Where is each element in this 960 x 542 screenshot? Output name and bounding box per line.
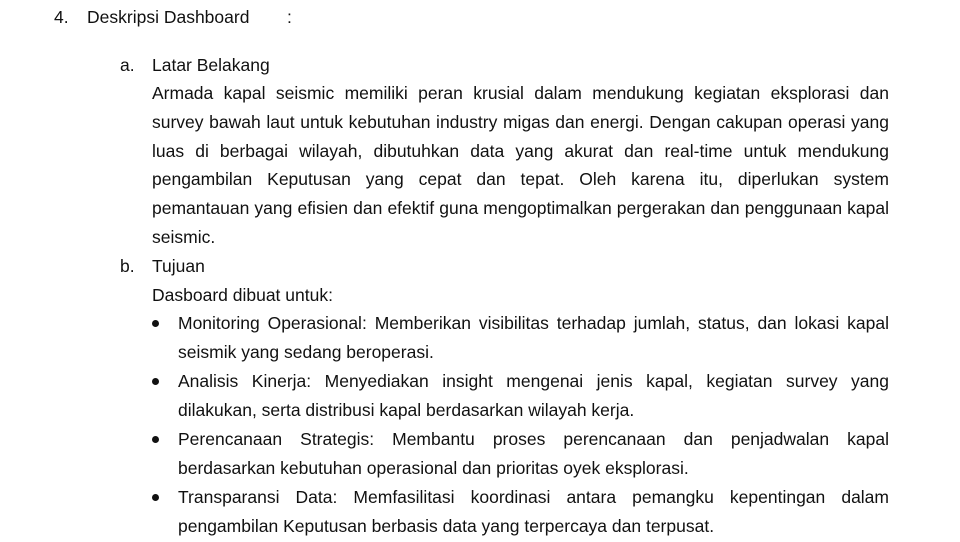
- bullet-item: [152, 367, 889, 425]
- section-title: Deskripsi Dashboard: [87, 7, 250, 27]
- tujuan-intro: Dasboard dibuat untuk:: [152, 285, 333, 305]
- tujuan-bullet-list: [152, 309, 889, 541]
- section-colon: :: [287, 7, 292, 27]
- bullet-item: [152, 483, 889, 541]
- subsection-a-title: Latar Belakang: [152, 55, 270, 75]
- bullet-icon: [152, 494, 159, 501]
- section-number: 4.: [54, 7, 69, 27]
- bullet-text: Perencanaan Strategis: Membantu proses perencanaan dan penjadwalan kapal berdasarkan kebutuhan operasional dan prioritas oyek eksplorasi.: [178, 429, 889, 478]
- bullet-item: [152, 425, 889, 483]
- subsection-b-label: b.: [120, 256, 135, 276]
- bullet-icon: [152, 436, 159, 443]
- latar-belakang-paragraph: Armada kapal seismic memiliki peran krusial dalam mendukung kegiatan eksplorasi dan survey bawah laut untuk kebutuhan industry migas dan energi. Dengan cakupan operasi yang luas di berbagai wilayah, dibutuhkan data yang akurat dan real-time untuk mendukung pengambilan Keputusan yang cepat dan tepat. Oleh karena itu, diperlukan system pemantauan yang efisien dan efektif guna mengoptimalkan pergerakan dan penggunaan kapal seismic.: [152, 83, 889, 247]
- bullet-icon: [152, 320, 159, 327]
- bullet-icon: [152, 378, 159, 385]
- subsection-a-label: a.: [120, 55, 135, 75]
- section-heading: [54, 7, 292, 28]
- bullet-text: Transparansi Data: Memfasilitasi koordinasi antara pemangku kepentingan dalam pengambilan Keputusan berbasis data yang terpercaya dan terpusat.: [178, 487, 889, 536]
- bullet-text: Analisis Kinerja: Menyediakan insight mengenai jenis kapal, kegiatan survey yang dilakukan, serta distribusi kapal berdasarkan wilayah kerja.: [178, 371, 889, 420]
- bullet-text: Monitoring Operasional: Memberikan visibilitas terhadap jumlah, status, dan lokasi kapal seismik yang sedang beroperasi.: [178, 313, 889, 362]
- bullet-item: [152, 309, 889, 367]
- subsection-b-title: Tujuan: [152, 256, 205, 276]
